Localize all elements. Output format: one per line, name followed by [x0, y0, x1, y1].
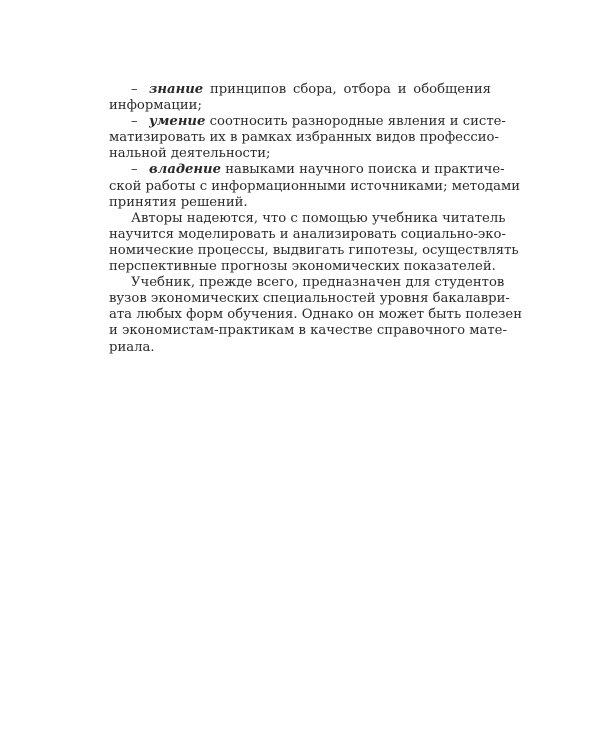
list-term: умение: [149, 114, 206, 130]
list-item-skill: [109, 114, 506, 162]
list-term: владение: [149, 162, 222, 178]
list-text: принципов сбора, отбора и обобщения: [203, 82, 491, 97]
list-item-line: [109, 162, 505, 178]
paragraph-line: Авторы надеются, что с помощью учебника читатель: [131, 210, 506, 226]
paragraph-line: номические процессы, выдвигать гипотезы, осуществлять: [109, 242, 519, 258]
list-item-line: ской работы с информационными источниками; методами: [109, 178, 521, 194]
body-text: [109, 82, 523, 356]
list-item-line: принятия решений.: [109, 194, 248, 210]
paragraph-line: риала.: [109, 339, 155, 355]
paragraph-audience: [109, 275, 523, 355]
list-item-line: информации;: [109, 98, 202, 114]
paragraph-line: перспективные прогнозы экономических показателей.: [109, 259, 496, 275]
list-item-line: [109, 114, 506, 130]
paragraph-line: и экономистам-практикам в качестве справочного мате-: [109, 323, 507, 339]
paragraph-line: Учебник, прежде всего, предназначен для студентов: [131, 275, 505, 291]
paragraph-line: научится моделировать и анализировать социально-эко-: [109, 226, 506, 242]
list-item-line: матизировать их в рамках избранных видов профессио-: [109, 130, 499, 146]
list-term: знание: [149, 82, 204, 97]
paragraph-line: вузов экономических специальностей уровня бакалаври-: [109, 291, 510, 307]
dash-bullet: –: [131, 162, 138, 178]
list-item-line: [109, 82, 491, 98]
list-item-line: нальной деятельности;: [109, 146, 271, 162]
paragraph-line: ата любых форм обучения. Однако он может быть полезен: [109, 307, 523, 323]
list-item-mastery: [109, 162, 521, 210]
list-text: навыками научного поиска и практиче-: [221, 162, 505, 178]
dash-bullet: –: [131, 114, 138, 130]
dash-bullet: –: [131, 82, 138, 97]
list-text: соотносить разнородные явления и систе-: [205, 114, 506, 130]
list-item-knowledge: [109, 82, 491, 114]
paragraph-authors: [109, 210, 519, 275]
